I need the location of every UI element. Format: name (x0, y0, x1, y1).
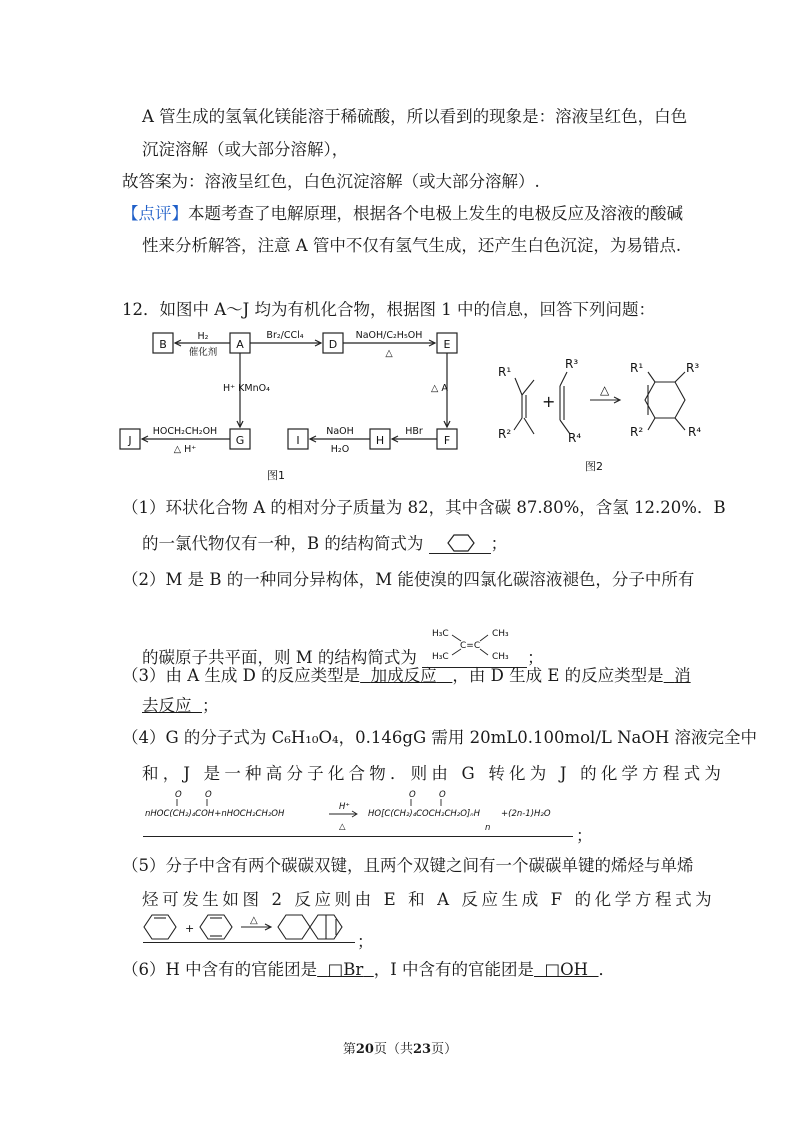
figure-1-caption: 图1 (267, 469, 285, 482)
polyester-equation (143, 786, 573, 836)
figure-1-reaction-scheme (115, 325, 470, 485)
comment-line (122, 200, 683, 224)
eq5-delta: △ (250, 915, 258, 926)
eq-cond-bot: △ (339, 822, 346, 832)
answer-elimination-a-text: 消 (674, 666, 691, 685)
label-f: F (443, 434, 451, 447)
cond-ab-top: H₂ (197, 331, 209, 342)
r4-ene: R⁴ (568, 431, 582, 445)
cond-gj-bot: △ H⁺ (173, 444, 197, 455)
tetramethylethylene-structure (430, 625, 525, 667)
page-total: 23 (413, 1042, 432, 1057)
part-4-line-1: （4）G 的分子式为 C₆H₁₀O₄，0.146gG 需用 20mL0.100mol/L NaOH 溶液完全中 (122, 728, 758, 747)
label-b: B (159, 338, 167, 351)
delta-sign: △ (600, 383, 610, 397)
cyclohexane-icon (447, 534, 475, 552)
eq-cond-top: H⁺ (339, 802, 350, 812)
comment-line-2: 性来分析解答，注意 A 管中不仅有氢气生成，还产生白色沉淀，为易错点. (142, 236, 682, 255)
struct-ch3-top: CH₃ (492, 629, 509, 639)
struct-cc: C=C (460, 641, 481, 651)
cond-ab-bot: 催化剂 (188, 347, 218, 358)
cond-de-bot: △ (385, 348, 393, 359)
part-4-line-2: 和，J 是一种高分子化合物．则由 G 转化为 J 的化学方程式为 (142, 764, 726, 783)
cyclohexene-ring (144, 915, 176, 939)
r4-product: R⁴ (688, 425, 702, 439)
answer-polyester-equation (143, 786, 573, 837)
part-3-line-1 (122, 662, 691, 686)
eq-n: n (485, 823, 491, 833)
figure-2-diels-alder (490, 350, 720, 475)
footer-suffix: 页） (431, 1042, 458, 1057)
answer-addition-reaction (360, 666, 452, 685)
cond-hi-top: NaOH (326, 426, 354, 437)
cond-hi-bot: H₂O (330, 444, 350, 455)
product-ring-1 (278, 915, 310, 939)
question-title: 12．如图中 A～J 均为有机化合物，根据图 1 中的信息，回答下列问题： (122, 300, 656, 319)
part-1-text: 的一氯代物仅有一种，B 的结构简式为 (142, 534, 424, 553)
eq-tail: +(2n-1)H₂O (501, 809, 551, 819)
cond-gj-top: HOCH₂CH₂OH (152, 426, 218, 437)
r1-product: R¹ (630, 361, 644, 375)
footer-mid: 页（共 (373, 1042, 413, 1057)
label-i: I (296, 434, 300, 447)
cond-ad: Br₂/CCl₄ (266, 330, 304, 341)
answer-hydroxyl-text: □OH (544, 960, 589, 979)
struct-h3c-bot: H₃C (432, 652, 449, 662)
part-5-line-2: 烃可发生如图 2 反应则由 E 和 A 反应生成 F 的化学方程式为 (142, 890, 716, 909)
answer-line: 故答案为：溶液呈红色，白色沉淀溶解（或大部分溶解）. (122, 172, 540, 191)
eq-o-3: O (409, 790, 416, 800)
comment-tag: 【点评】 (122, 204, 188, 223)
figure-2-caption: 图2 (585, 460, 603, 473)
eq-product: HO[C(CH₂)₄COCH₂CH₂O]ₙH (368, 809, 480, 819)
part-2-line-1: （2）M 是 B 的一种同分异构体，M 能使溴的四氯化碳溶液褪色，分子中所有 (122, 570, 695, 589)
part-3-end: ； (202, 696, 219, 715)
footer-prefix: 第 (342, 1042, 356, 1057)
cond-ef: △ A (431, 383, 448, 394)
intro-line-2: 沉淀溶解（或大部分溶解）， (142, 140, 349, 159)
page-footer (0, 1038, 800, 1057)
part-3-line-2 (142, 692, 219, 716)
part-6-text-a: （6）H 中含有的官能团是 (122, 960, 318, 979)
label-e: E (443, 338, 451, 351)
answer-cyclohexane (429, 533, 491, 554)
eq-o-4: O (439, 790, 446, 800)
struct-h3c-top: H₃C (432, 629, 449, 639)
r1-diene: R¹ (498, 365, 512, 379)
plus-sign: + (542, 392, 556, 411)
page-number: 20 (355, 1042, 374, 1057)
eq-o-2: O (205, 790, 212, 800)
part-6-text-b: ，I 中含有的官能团是 (373, 960, 535, 979)
label-j: J (128, 434, 132, 447)
part-4-end: ； (576, 826, 593, 845)
part-2-text: 的碳原子共平面，则 M 的结构简式为 (142, 648, 417, 667)
answer-addition-text: 加成反应 (370, 666, 437, 685)
answer-bromo (317, 960, 374, 979)
part-2-end: ； (527, 648, 544, 667)
label-g: G (235, 434, 245, 447)
eq-left: nHOC(CH₂)₄COH+nHOCH₂CH₂OH (145, 809, 285, 819)
part-1-line-1: （1）环状化合物 A 的相对分子质量为 82，其中含碳 87.80%，含氢 12.20%．B (122, 498, 726, 517)
struct-ch3-bot: CH₃ (492, 652, 509, 662)
r3-ene: R³ (565, 357, 579, 371)
cond-de-top: NaOH/C₂H₅OH (355, 330, 423, 341)
comment-text: 本题考查了电解原理，根据各个电极上发生的电极反应及溶液的酸碱 (188, 204, 683, 223)
answer-elimination-b (142, 696, 202, 715)
part-5-end: ； (357, 932, 374, 951)
answer-bromo-text: □Br (327, 960, 364, 979)
cond-fh: HBr (405, 426, 423, 437)
part-3-text-b: ，由 D 生成 E 的反应类型是 (452, 666, 664, 685)
part-5-line-1: （5）分子中含有两个碳碳双键，且两个双键之间有一个碳碳单键的烯烃与单烯 (122, 856, 694, 875)
r3-product: R³ (686, 361, 700, 375)
answer-hydroxyl (534, 960, 599, 979)
label-h: H (375, 434, 385, 447)
answer-elimination-a (664, 666, 691, 685)
r2-diene: R² (498, 427, 512, 441)
part-1-line-2 (142, 530, 507, 554)
part-3-text-a: （3）由 A 生成 D 的反应类型是 (122, 666, 361, 685)
label-d: D (328, 338, 338, 351)
part-6-line (122, 956, 615, 980)
cond-ag: H⁺ KMnO₄ (223, 383, 270, 394)
eq5-plus: + (185, 922, 195, 935)
label-a: A (236, 338, 244, 351)
answer-elimination-b-text: 去反应 (142, 696, 192, 715)
answer-diels-alder-equation (143, 912, 355, 943)
part-6-end: ． (598, 960, 616, 979)
r2-product: R² (630, 425, 644, 439)
cyclohexadiene-ring (200, 915, 232, 939)
diels-alder-equation (143, 912, 355, 942)
intro-line-1: A 管生成的氢氧化镁能溶于稀硫酸，所以看到的现象是：溶液呈红色，白色 (142, 107, 688, 126)
eq-o-1: O (175, 790, 182, 800)
part-1-end: ； (490, 534, 508, 553)
